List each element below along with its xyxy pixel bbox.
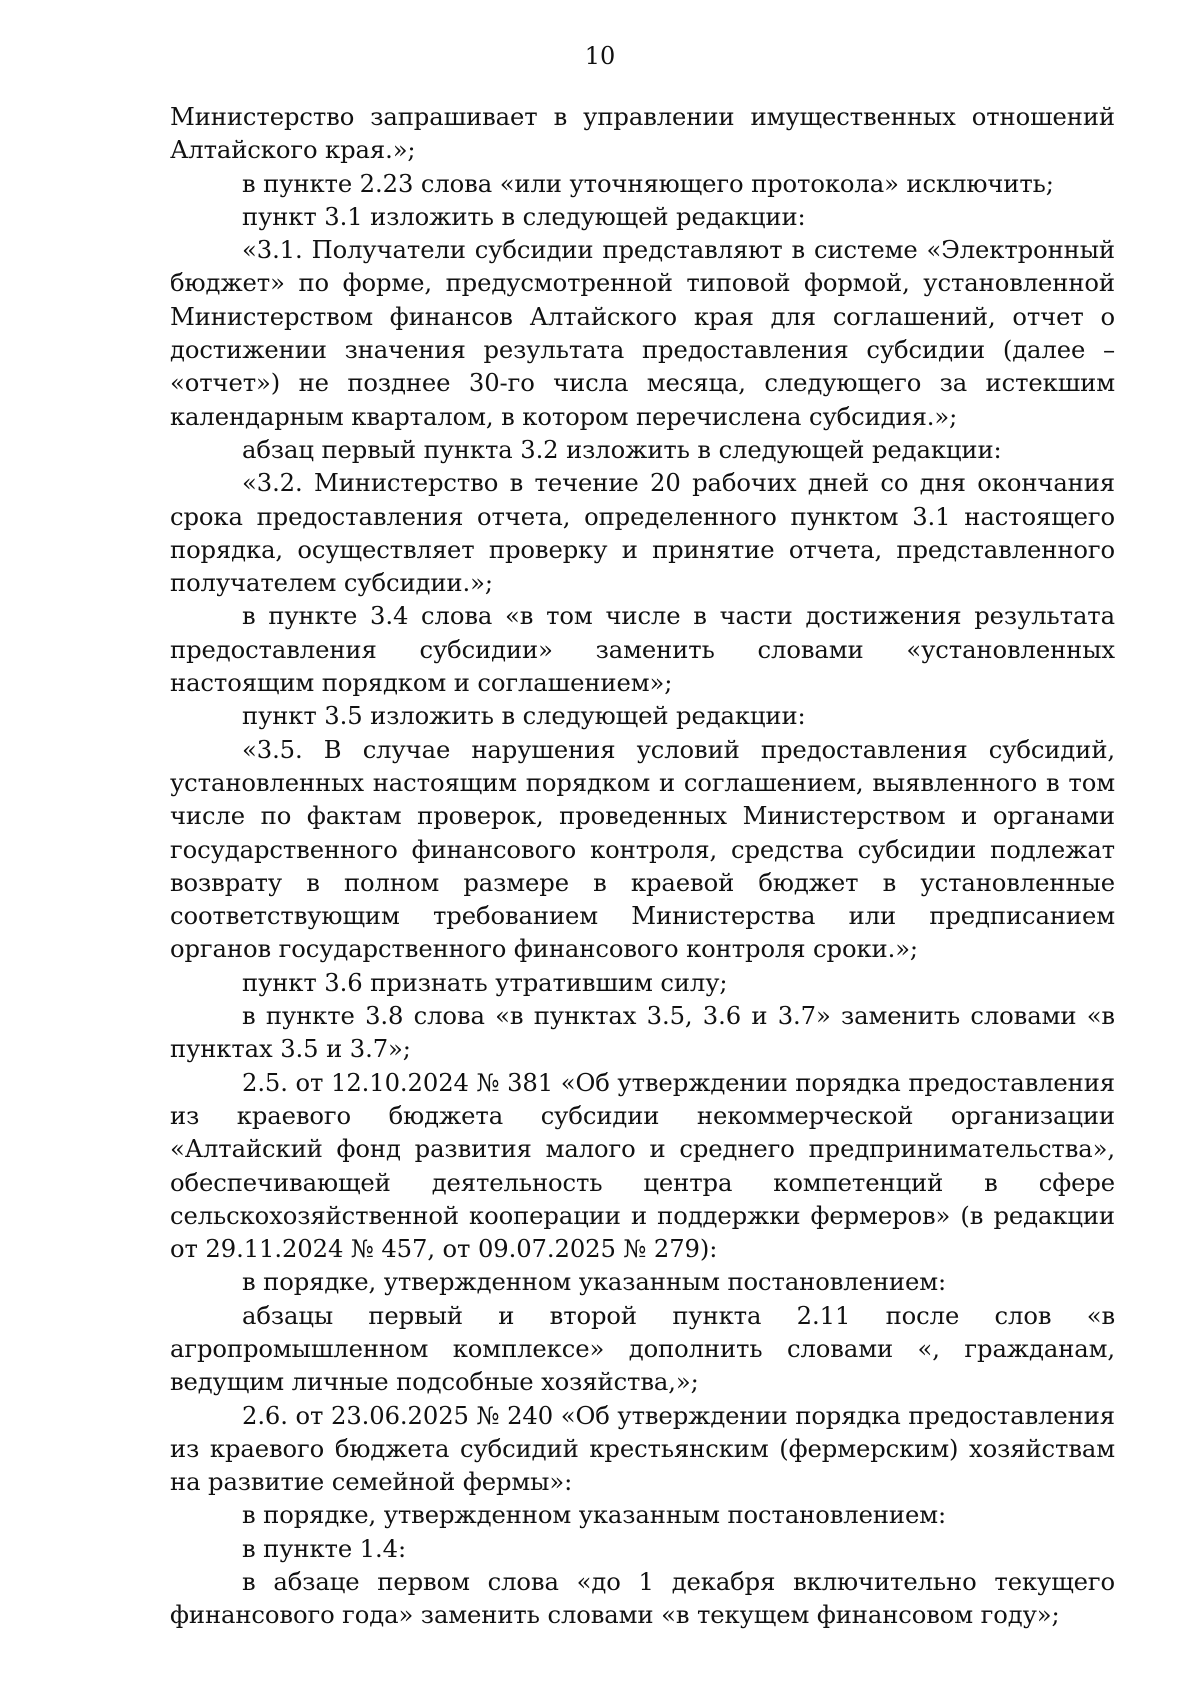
paragraph-7: в пункте 3.4 слова «в том числе в части достижения результата предоставления субсидии» заменить словами «установленных настоящим порядком и соглашением»; [170,601,1115,698]
paragraph-1: Министерство запрашивает в управлении имущественных отношений Алтайского края.»; [170,102,1115,165]
paragraph-15: 2.6. от 23.06.2025 № 240 «Об утверждении порядка предоставления из краевого бюджета субсидий крестьянским (фермерским) хозяйствам на развитие семейной фермы»: [170,1400,1115,1497]
paragraph-12: 2.5. от 12.10.2024 № 381 «Об утверждении порядка предоставления из краевого бюджета субсидии некоммерческой организации «Алтайский фонд развития малого и среднего предпринимательства», обеспечивающей деятельность центра компетенций в сфере сельскохозяйственной кооперации и поддержки фермеров» (в редакции от 29.11.2024 № 457, от 09.07.2025 № 279): [170,1067,1115,1264]
paragraph-4: «3.1. Получатели субсидии представляют в системе «Электронный бюджет» по форме, предусмотренной типовой формой, установленной Министерством финансов Алтайского края для соглашений, отчет о достижении значения результата предоставления субсидии (далее – «отчет») не позднее 30-го числа месяца, следующего за истекшим календарным кварталом, в котором перечислена субсидия.»; [170,235,1115,431]
document-body [170,100,1115,1632]
paragraph-11: в пункте 3.8 слова «в пунктах 3.5, 3.6 и 3.7» заменить словами «в пунктах 3.5 и 3.7»; [170,1001,1115,1064]
paragraph-17: в пункте 1.4: [242,1533,407,1563]
paragraph-13: в порядке, утвержденном указанным постановлением: [242,1267,947,1297]
page-number: 10 [584,42,616,70]
paragraph-5: абзац первый пункта 3.2 изложить в следующей редакции: [242,434,1002,464]
paragraph-2: в пункте 2.23 слова «или уточняющего протокола» исключить; [242,168,1054,198]
paragraph-14: абзацы первый и второй пункта 2.11 после слов «в агропромышленном комплексе» дополнить словами «, гражданам, ведущим личные подсобные хозяйства,»; [170,1300,1115,1397]
paragraph-6: «3.2. Министерство в течение 20 рабочих дней со дня окончания срока предоставления отчета, определенного пунктом 3.1 настоящего порядка, осуществляет проверку и принятие отчета, представленного получателем субсидии.»; [170,468,1115,598]
paragraph-16: в порядке, утвержденном указанным постановлением: [242,1500,947,1530]
paragraph-9: «3.5. В случае нарушения условий предоставления субсидий, установленных настоящим порядком и соглашением, выявленного в том числе по фактам проверок, проведенных Министерством и органами государственного финансового контроля, средства субсидии подлежат возврату в полном размере в краевой бюджет в установленные соответствующим требованием Министерства или предписанием органов государственного финансового контроля сроки.»; [170,734,1115,964]
paragraph-18: в абзаце первом слова «до 1 декабря включительно текущего финансового года» заменить словами «в текущем финансовом году»; [170,1567,1115,1630]
paragraph-3: пункт 3.1 изложить в следующей редакции: [242,201,806,231]
paragraph-8: пункт 3.5 изложить в следующей редакции: [242,701,806,731]
paragraph-10: пункт 3.6 признать утратившим силу; [242,967,728,997]
